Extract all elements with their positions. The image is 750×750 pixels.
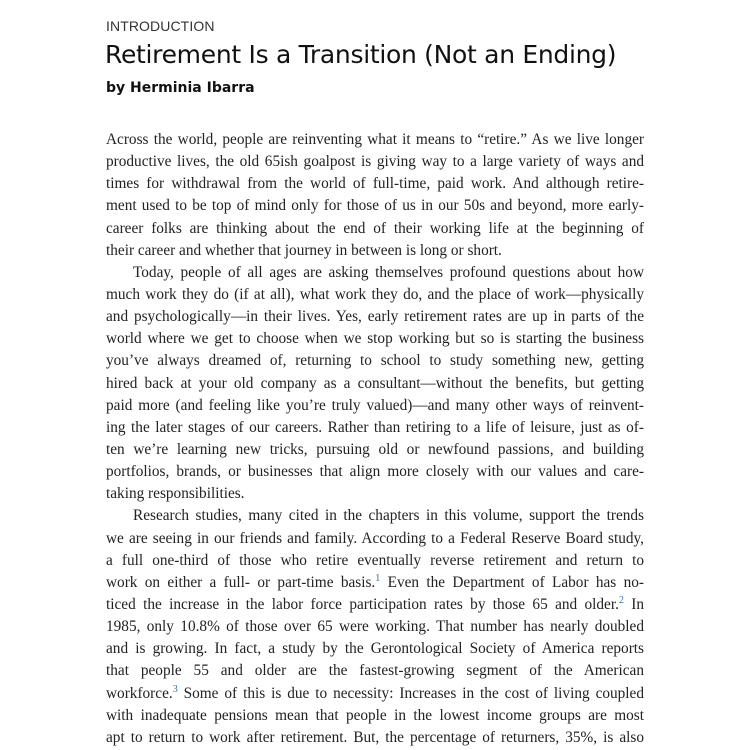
text-segment: and psychologically—in their lives. Yes, early retirement rates are up in parts of the	[106, 308, 644, 326]
text-segment: taking responsibilities.	[106, 485, 245, 503]
text-segment: Even the Department of Labor has no-	[380, 573, 644, 591]
text-line	[106, 262, 644, 284]
text-segment: that people 55 and older are the fastest-growing segment of the American	[106, 662, 644, 680]
text-line	[106, 151, 644, 173]
text-line	[106, 306, 644, 328]
text-line	[106, 705, 644, 727]
text-segment: ten we’re learning new tricks, pursuing old or newfound passions, and building	[106, 440, 644, 458]
text-segment: Today, people of all ages are asking themselves profound questions about how	[133, 263, 644, 281]
text-line	[106, 483, 644, 505]
text-line	[106, 727, 644, 749]
paragraph	[106, 505, 644, 749]
text-line	[106, 505, 644, 527]
text-segment: ing the later stages of our careers. Rather than retiring to a life of leisure, just as of-	[106, 418, 644, 436]
text-segment: paid more (and feeling like you’re truly valued)—and many other ways of reinvent-	[106, 396, 644, 414]
text-segment: productive lives, the old 65ish goalpost is giving way to a large variety of ways and	[106, 153, 644, 171]
text-line	[106, 240, 644, 262]
text-line	[106, 616, 644, 638]
text-segment: work on either a full- or part-time basis.	[106, 573, 376, 591]
text-segment: a full one-third of those who retire eventually reverse retirement and return to	[106, 551, 644, 569]
text-segment: Research studies, many cited in the chapters in this volume, support the trends	[133, 507, 644, 525]
chapter-kicker: INTRODUCTION	[106, 18, 215, 34]
text-line	[106, 439, 644, 461]
text-line	[106, 218, 644, 240]
text-segment: and is growing. In fact, a study by the Gerontological Society of America reports	[106, 640, 644, 658]
text-segment: 1985, only 10.8% of those over 65 were working. That number has nearly doubled	[106, 618, 644, 636]
text-segment: you’ve always dreamed of, returning to school to study something new, getting	[106, 352, 644, 370]
text-segment: Across the world, people are reinventing what it means to “retire.” As we live longer	[106, 131, 644, 148]
text-segment: we are seeing in our friends and family. According to a Federal Reserve Board study,	[106, 529, 644, 547]
text-segment: world where we get to choose when we stop working but so is starting the business	[106, 330, 644, 348]
text-segment: In	[623, 595, 644, 613]
text-line	[106, 173, 644, 195]
paragraph	[106, 262, 644, 506]
text-line	[106, 572, 644, 594]
text-segment: much work they do (if at all), what work they do, and the place of work—physically	[106, 285, 644, 303]
text-segment: portfolios, brands, or businesses that align more closely with our values and care-	[106, 463, 644, 481]
body-text	[106, 129, 644, 749]
text-segment: career folks are thinking about the end of their working life at the beginning of	[106, 219, 644, 237]
text-line	[106, 638, 644, 660]
text-line	[106, 461, 644, 483]
footnote-marker[interactable]: 1	[375, 572, 381, 584]
text-line	[106, 528, 644, 550]
text-line	[106, 395, 644, 417]
text-line	[106, 594, 644, 616]
text-segment: their career and whether that journey in between is long or short.	[106, 241, 502, 259]
text-segment: Some of this is due to necessity: Increases in the cost of living coupled	[177, 684, 644, 702]
footnote-marker[interactable]: 2	[618, 594, 624, 606]
text-line	[106, 350, 644, 372]
text-line	[106, 328, 644, 350]
text-segment: apt to return to work after retirement. But, the percentage of returners, 35%, is also	[106, 728, 644, 746]
text-line	[106, 683, 644, 705]
text-line	[106, 284, 644, 306]
author-byline: by Herminia Ibarra	[106, 80, 255, 96]
text-line	[106, 195, 644, 217]
text-line	[106, 417, 644, 439]
text-segment: with inadequate pensions mean that people in the lowest income groups are most	[106, 706, 644, 724]
paragraph	[106, 129, 644, 262]
text-segment: hired back at your old company as a consultant—without the benefits, but getting	[106, 374, 644, 392]
text-line	[106, 129, 644, 151]
chapter-title: Retirement Is a Transition (Not an Ending)	[105, 40, 617, 69]
footnote-marker[interactable]: 3	[172, 683, 178, 695]
text-line	[106, 660, 644, 682]
text-segment: ment used to be top of mind only for those of us in our 50s and beyond, more early-	[106, 197, 644, 215]
text-line	[106, 550, 644, 572]
text-line	[106, 373, 644, 395]
text-segment: ticed the increase in the labor force participation rates by those 65 and older.	[106, 595, 619, 613]
text-segment: workforce.	[106, 684, 173, 702]
text-segment: times for withdrawal from the world of full-time, paid work. And although retire-	[106, 175, 644, 193]
